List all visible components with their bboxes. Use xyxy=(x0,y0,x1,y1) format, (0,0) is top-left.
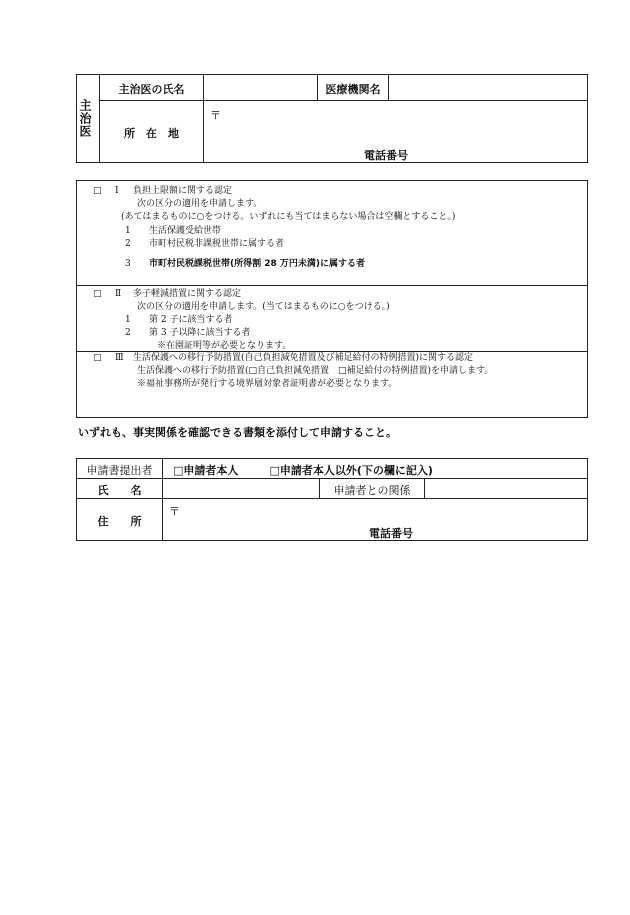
section-1-note: (あてはまるものに○をつける。いずれにも当てはまらない場合は空欄とすること。) xyxy=(121,212,456,222)
section-2-item-text: 第 2 子に該当する者 xyxy=(149,315,233,325)
submitter-address-label-cell xyxy=(77,499,163,541)
section-2-item-num: 1 xyxy=(125,315,131,325)
section-2-note: ※在園証明等が必要となります。 xyxy=(157,341,292,351)
submitter-label-cell xyxy=(77,459,163,479)
section-2-checkbox[interactable]: □ xyxy=(93,289,102,299)
option-self-checkbox[interactable]: □申請者本人 xyxy=(173,464,239,477)
section-1-item-text: 市町村民税非課税世帯に属する者 xyxy=(149,239,285,249)
section-3-numeral: Ⅲ xyxy=(115,353,124,363)
submitter-options-cell xyxy=(163,459,588,479)
section-1-checkbox[interactable]: □ xyxy=(93,186,102,196)
section-1-numeral: Ⅰ xyxy=(115,186,119,196)
submitter-address-label: 住 所 xyxy=(97,515,142,528)
doctor-address-label-cell xyxy=(100,101,204,163)
institution-field[interactable] xyxy=(389,75,588,101)
institution-label-cell xyxy=(318,75,389,101)
submitter-name-label-cell xyxy=(77,479,163,499)
doctor-name-label: 主治医の氏名 xyxy=(118,83,185,96)
section-3-apply-text: 生活保護への移行予防措置(□自己負担減免措置 □補足給付の特例措置)を申請します。 xyxy=(137,366,494,376)
submitter-name-label: 氏 名 xyxy=(97,484,142,497)
section-1-item-text: 生活保護受給世帯 xyxy=(149,226,222,236)
section-3-title: 生活保護への移行予防措置(自己負担減免措置及び補足給付の特例措置)に関する認定 xyxy=(133,353,474,363)
certification-box xyxy=(76,180,588,418)
section-2-item-text: 第 3 子以降に該当する者 xyxy=(149,328,251,338)
option-other-checkbox[interactable]: □申請者本人以外(下の欄に記入) xyxy=(269,464,433,477)
institution-label: 医療機関名 xyxy=(325,83,381,96)
section-1-item-num: 2 xyxy=(125,239,131,249)
doctor-name-field[interactable] xyxy=(204,75,318,101)
section-1-title: 負担上限額に関する認定 xyxy=(133,186,233,196)
doctor-postal-mark: 〒 xyxy=(210,109,221,122)
section-1-item-text: 市町村民税課税世帯(所得割 28 万円未満)に属する者 xyxy=(149,259,366,269)
relation-label-cell xyxy=(320,479,425,499)
section-3-checkbox[interactable]: □ xyxy=(93,353,102,363)
doctor-phone-label: 電話番号 xyxy=(364,149,408,162)
submitter-postal-mark: 〒 xyxy=(169,505,180,518)
section-3-note: ※福祉事務所が発行する境界層対象者証明書が必要となります。 xyxy=(137,379,398,389)
section-1 xyxy=(77,181,587,285)
doctor-name-label-cell xyxy=(100,75,204,101)
relation-field[interactable] xyxy=(425,479,588,499)
relation-label: 申請者との関係 xyxy=(333,484,411,497)
section-2 xyxy=(77,285,587,352)
submitter-phone-label: 電話番号 xyxy=(369,527,413,540)
doctor-group-cell xyxy=(77,75,100,163)
doctor-address-field[interactable] xyxy=(204,101,588,163)
doctor-group-label: 主治医 xyxy=(78,99,92,138)
section-2-apply-text: 次の区分の適用を申請します。(当てはまるものに○をつける。) xyxy=(137,302,390,312)
section-2-item-num: 2 xyxy=(125,328,131,338)
doctor-table xyxy=(76,74,588,163)
section-1-apply-text: 次の区分の適用を申請します。 xyxy=(137,199,263,209)
submitter-address-field[interactable] xyxy=(163,499,588,541)
section-1-item-num: 3 xyxy=(125,259,131,269)
submitter-name-field[interactable] xyxy=(163,479,320,499)
submitter-label: 申請書提出者 xyxy=(86,464,153,477)
attachment-notice: いずれも、事実関係を確認できる書類を添付して申請すること。 xyxy=(78,426,397,439)
submitter-table xyxy=(76,458,588,541)
section-2-title: 多子軽減措置に関する認定 xyxy=(133,289,242,299)
doctor-address-label: 所 在 地 xyxy=(124,127,179,140)
section-1-item-num: 1 xyxy=(125,226,131,236)
section-2-numeral: Ⅱ xyxy=(115,289,122,299)
section-3 xyxy=(77,351,587,418)
